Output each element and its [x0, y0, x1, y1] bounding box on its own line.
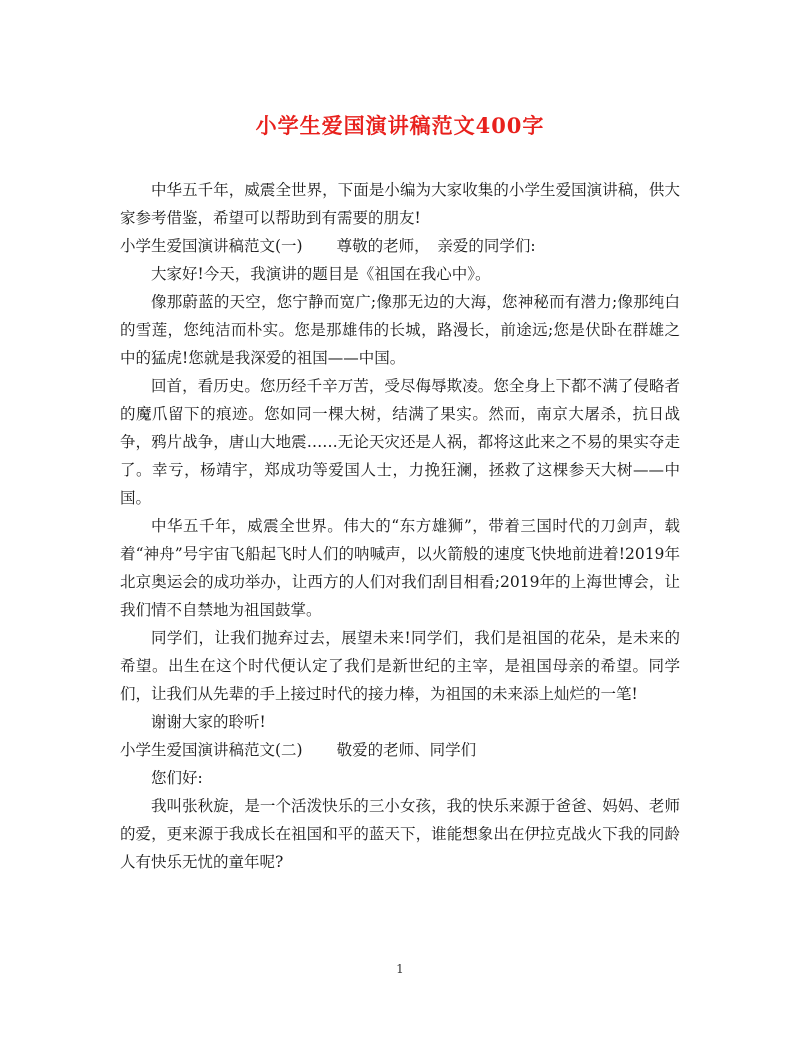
section2-heading-line — [120, 736, 680, 764]
section2-salutation: 敬爱的老师、同学们 — [336, 741, 477, 759]
section1-heading-line — [120, 232, 680, 260]
page-number: 1 — [396, 962, 404, 976]
section1-paragraph: 同学们，让我们抛弃过去，展望未来!同学们，我们是祖国的花朵，是未来的希望。出生在这个时代便认定了我们是新世纪的主宰，是祖国母亲的希望。同学们，让我们从先辈的手上接过时代的接力棒，为祖国的未来添上灿烂的一笔! — [120, 629, 680, 703]
section1-paragraph: 回首，看历史。您历经千辛万苦，受尽侮辱欺凌。您全身上下都不满了侵略者的魔爪留下的痕迹。您如同一棵大树，结满了果实。然而，南京大屠杀，抗日战争，鸦片战争，唐山大地震……无论天灾还是人祸，都将这此来之不易的果实夺走了。幸亏，杨靖宇，郑成功等爱国人士，力挽狂澜，拯救了这棵参天大树——中国。 — [120, 377, 680, 507]
section2-greeting: 您们好: — [151, 769, 203, 787]
document-title: 小学生爱国演讲稿范文400字 — [255, 113, 545, 138]
section1-closing: 谢谢大家的聆听! — [151, 713, 266, 731]
section2-heading: 小学生爱国演讲稿范文(二) — [120, 741, 303, 759]
section1-greeting: 大家好!今天，我演讲的题目是《祖国在我心中》。 — [151, 265, 491, 283]
section2-paragraph: 我叫张秋旋，是一个活泼快乐的三小女孩，我的快乐来源于爸爸、妈妈、老师的爱，更来源于我成长在祖国和平的蓝天下，谁能想象出在伊拉克战火下我的同龄人有快乐无忧的童年呢? — [120, 797, 680, 871]
document-body — [120, 176, 680, 876]
section1-salutation: 尊敬的老师， 亲爱的同学们: — [336, 237, 536, 255]
section1-paragraph: 像那蔚蓝的天空，您宁静而宽广;像那无边的大海，您神秘而有潜力;像那纯白的雪莲，您纯洁而朴实。您是那雄伟的长城，路漫长，前途远;您是伏卧在群雄之中的猛虎!您就是我深爱的祖国——中国。 — [120, 293, 680, 367]
section1-heading: 小学生爱国演讲稿范文(一) — [120, 237, 303, 255]
intro-paragraph: 中华五千年，威震全世界，下面是小编为大家收集的小学生爱国演讲稿，供大家参考借鉴，希望可以帮助到有需要的朋友! — [120, 181, 680, 227]
section1-paragraph: 中华五千年，威震全世界。伟大的“东方雄狮”，带着三国时代的刀剑声，载着“神舟”号宇宙飞船起飞时人们的呐喊声，以火箭般的速度飞快地前进着!2019年北京奥运会的成功举办，让西方的人们对我们刮目相看;2019年的上海世博会，让我们情不自禁地为祖国鼓掌。 — [120, 517, 680, 619]
